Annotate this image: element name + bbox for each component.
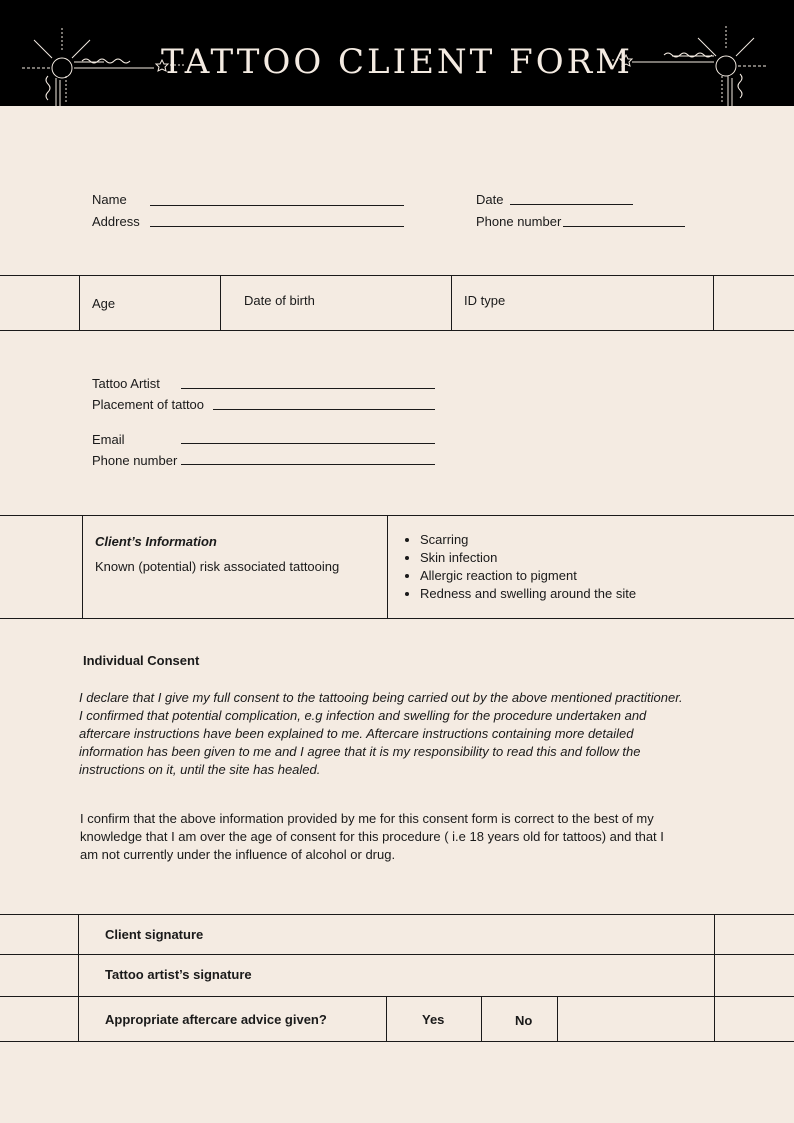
consent-line: aftercare instructions have been explained to me. Aftercare instructions containing more detailed [79, 726, 634, 741]
placement-label: Placement of tattoo [92, 397, 205, 412]
signature-table-border [0, 996, 794, 997]
risk-list [403, 531, 763, 603]
consent-line: I declare that I give my full consent to the tattooing being carried out by the above mentioned practitioner. [79, 690, 683, 705]
id-row-divider [451, 275, 452, 331]
age-cell[interactable]: Age [92, 296, 116, 311]
date-label: Date [476, 192, 504, 207]
address-label: Address [92, 214, 140, 229]
signature-table-divider [481, 996, 482, 1042]
signature-table-divider [386, 996, 387, 1042]
id-row-divider [79, 275, 80, 331]
client-signature-field[interactable]: Client signature [105, 927, 204, 942]
id-row-bottom-border [0, 330, 794, 331]
confirmation-line: am not currently under the influence of alcohol or drug. [80, 847, 396, 862]
risk-item-skin-infection: • Skin infection [420, 549, 763, 567]
date-field[interactable] [510, 204, 633, 205]
id-type-cell[interactable]: ID type [464, 293, 506, 308]
confirmation-line: knowledge that I am over the age of consent for this procedure ( i.e 18 years old for tattoos) and that I [80, 829, 664, 844]
signature-table-divider [714, 914, 715, 1042]
artist-signature-field[interactable]: Tattoo artist’s signature [105, 967, 252, 982]
client-info-bottom-border [0, 618, 794, 619]
consent-line: I confirmed that potential complication, e.g infection and swelling for the procedure undertaken and [79, 708, 647, 723]
risk-item-scarring: • Scarring [420, 531, 763, 549]
email-label: Email [92, 432, 125, 447]
client-info-title: Client’s Information [95, 534, 217, 549]
signature-table-border [0, 1041, 794, 1042]
id-row-top-border [0, 275, 794, 276]
consent-line: instructions on it, until the site has healed. [79, 762, 321, 777]
signature-table-border [0, 954, 794, 955]
artist-phone-label: Phone number [92, 453, 178, 468]
tattoo-artist-field[interactable] [181, 388, 435, 389]
phone-number-field[interactable] [563, 226, 685, 227]
client-info-divider [82, 515, 83, 619]
yes-option[interactable]: Yes [422, 1012, 445, 1027]
risk-item-allergic-reaction: • Allergic reaction to pigment [420, 567, 763, 585]
consent-confirmation [80, 810, 740, 864]
artist-phone-field[interactable] [181, 464, 435, 465]
aftercare-question: Appropriate aftercare advice given? [105, 1012, 327, 1027]
client-info-top-border [0, 515, 794, 516]
signature-table-divider [557, 996, 558, 1042]
signature-table-border [0, 914, 794, 915]
client-info-divider [387, 515, 388, 619]
tattoo-artist-label: Tattoo Artist [92, 376, 160, 391]
risk-label: Known (potential) risk associated tattooing [95, 559, 340, 574]
signature-table-divider [78, 914, 79, 1042]
form-title: TATTOO CLIENT FORM [160, 42, 633, 82]
email-field[interactable] [181, 443, 435, 444]
name-field[interactable] [150, 205, 404, 206]
id-row-divider [713, 275, 714, 331]
id-row-divider [220, 275, 221, 331]
name-label: Name [92, 192, 127, 207]
consent-line: information has been given to me and I agree that it is my responsibility to read this and follow the [79, 744, 641, 759]
risk-item-redness-swelling: • Redness and swelling around the site [420, 585, 763, 603]
confirmation-line: I confirm that the above information provided by me for this consent form is correct to the best of my [80, 811, 654, 826]
placement-field[interactable] [213, 409, 435, 410]
consent-heading: Individual Consent [83, 653, 200, 668]
no-option[interactable]: No [515, 1013, 533, 1028]
consent-declaration [79, 689, 739, 779]
date-of-birth-cell[interactable]: Date of birth [244, 293, 315, 308]
phone-number-label: Phone number [476, 214, 562, 229]
address-field[interactable] [150, 226, 404, 227]
